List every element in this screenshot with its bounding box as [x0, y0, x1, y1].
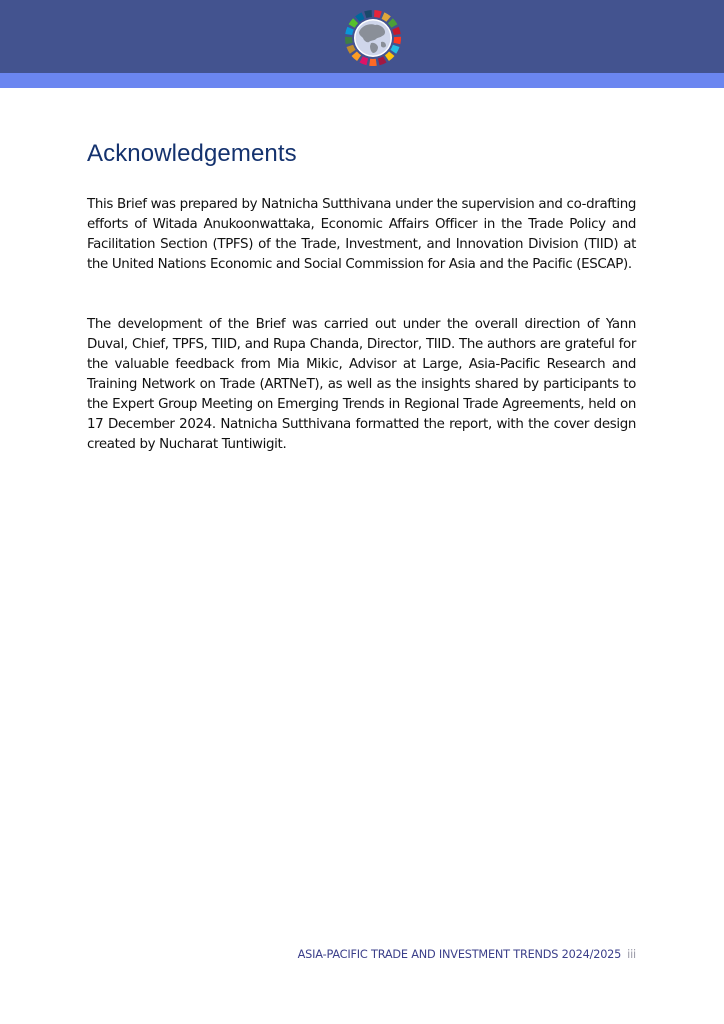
logo-ring-segment: [388, 18, 398, 27]
logo-ring-segment: [393, 37, 401, 45]
sdg-globe-logo: [343, 8, 403, 68]
logo-ring-segment: [382, 12, 391, 21]
footer-running-title: ASIA-PACIFIC TRADE AND INVESTMENT TRENDS 2024/2025: [297, 948, 622, 961]
page-footer: [298, 948, 636, 961]
logo-ring-segment: [369, 59, 377, 66]
logo-ring-segment: [385, 51, 395, 61]
logo-ring-segment: [345, 37, 353, 45]
logo-ring-segment: [364, 10, 372, 18]
paragraph-preparation: This Brief was prepared by Natnicha Sutthivana under the supervision and co-drafting efforts of Witada Anukoonwattaka, Economic Affairs Officer in the Trade Policy and Facilitation Section (TPFS) of the Trade, Investment, and Innovation Division (TIID) at the United Nations Economic and Social Commission for Asia and the Pacific (ESCAP).: [87, 197, 636, 272]
header-stripe: [0, 73, 724, 88]
logo-ring-segment: [355, 12, 364, 21]
page-number: iii: [627, 948, 636, 961]
logo-ring-segment: [390, 45, 399, 54]
logo-ring-segment: [378, 56, 387, 65]
paragraph-direction: The development of the Brief was carried out under the overall direction of Yann Duval, Chief, TPFS, TIID, and Rupa Chanda, Director, TIID. The authors are grateful for the valuable feedback from Mia Mikic, Advisor at Large, Asia-Pacific Research and Training Network on Trade (ARTNeT), as well as the insights shared by participants to the Expert Group Meeting on Emerging Trends in Regional Trade Agreements, held on 17 December 2024. Natnicha Sutthivana formatted the report, with the cover design created by Nucharat Tuntiwigit.: [87, 317, 636, 452]
logo-ring-segment: [392, 27, 400, 35]
logo-ring-segment: [345, 27, 353, 35]
page-title: Acknowledgements: [87, 140, 297, 167]
logo-ring-segment: [346, 45, 355, 54]
logo-ring-segment: [352, 51, 362, 61]
logo-ring-segment: [359, 56, 368, 65]
logo-ring-segment: [374, 10, 382, 18]
logo-ring-segment: [349, 18, 359, 27]
